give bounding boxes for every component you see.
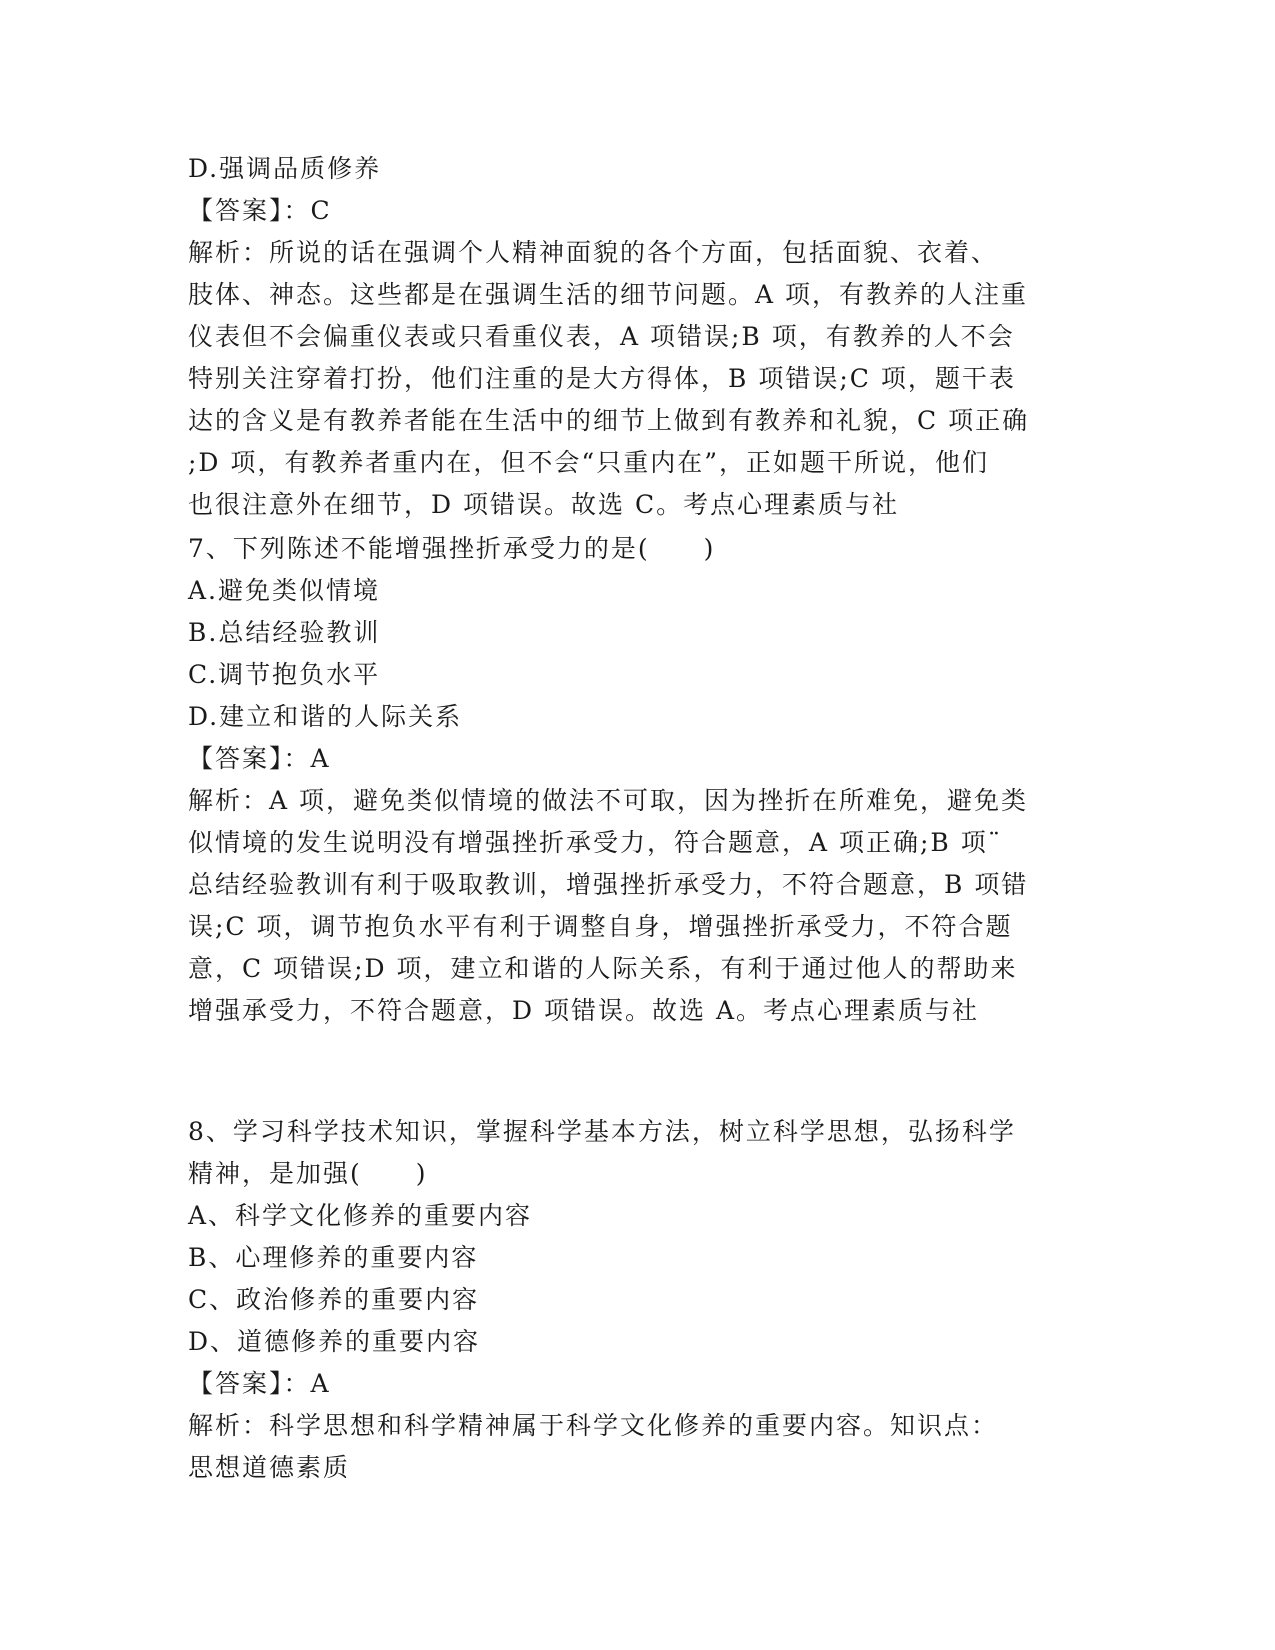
analysis-line: 也很注意外在细节，D 项错误。故选 C。考点心理素质与社 (188, 490, 900, 519)
analysis-line: ;D 项，有教养者重内在，但不会“只重内在”，正如题干所说，他们 (188, 448, 989, 477)
question-8-section (188, 1111, 1088, 1489)
analysis-line: 意，C 项错误;D 项，建立和谐的人际关系，有利于通过他人的帮助来 (188, 954, 1018, 983)
analysis-line: 思想道德素质 (188, 1453, 351, 1482)
option-d: D.强调品质修养 (188, 154, 382, 183)
option-b: B、心理修养的重要内容 (188, 1243, 479, 1272)
analysis-line: 仪表但不会偏重仪表或只看重仪表，A 项错误;B 项，有教养的人不会 (188, 322, 1015, 351)
analysis-line: 增强承受力，不符合题意，D 项错误。故选 A。考点心理素质与社 (188, 996, 979, 1025)
option-a: A、科学文化修养的重要内容 (188, 1201, 533, 1230)
analysis-line: 似情境的发生说明没有增强挫折承受力，符合题意，A 项正确;B 项¨ (188, 828, 1003, 857)
analysis-line: 解析：A 项，避免类似情境的做法不可取，因为挫折在所难免，避免类 (188, 786, 1029, 815)
analysis-line: 特别关注穿着打扮，他们注重的是大方得体，B 项错误;C 项，题干表 (188, 364, 1016, 393)
answer-line: 【答案】：A (188, 744, 331, 773)
option-c: C.调节抱负水平 (188, 660, 381, 689)
answer-line: 【答案】：A (188, 1369, 331, 1398)
answer-line: 【答案】：C (188, 196, 332, 225)
option-b: B.总结经验教训 (188, 618, 381, 647)
analysis-line: 误;C 项，调节抱负水平有利于调整自身，增强挫折承受力，不符合题 (188, 912, 1013, 941)
analysis-line: 总结经验教训有利于吸取教训，增强挫折承受力，不符合题意，B 项错 (188, 870, 1029, 899)
question-stem: 8、学习科学技术知识，掌握科学基本方法，树立科学思想，弘扬科学 (188, 1117, 1016, 1146)
option-d: D.建立和谐的人际关系 (188, 702, 463, 731)
question-stem: 精神，是加强( ) (188, 1159, 428, 1188)
previous-question-section (188, 148, 1088, 526)
analysis-line: 肢体、神态。这些都是在强调生活的细节问题。A 项，有教养的人注重 (188, 280, 1029, 309)
analysis-line: 解析：所说的话在强调个人精神面貌的各个方面，包括面貌、衣着、 (188, 238, 999, 267)
analysis-line: 达的含义是有教养者能在生活中的细节上做到有教养和礼貌，C 项正确 (188, 406, 1030, 435)
option-d: D、道德修养的重要内容 (188, 1327, 481, 1356)
option-a: A.避免类似情境 (188, 576, 381, 605)
analysis-line: 解析：科学思想和科学精神属于科学文化修养的重要内容。知识点： (188, 1411, 999, 1440)
option-c: C、政治修养的重要内容 (188, 1285, 480, 1314)
question-7-section (188, 528, 1088, 1032)
question-stem: 7、下列陈述不能增强挫折承受力的是( ) (188, 534, 716, 563)
